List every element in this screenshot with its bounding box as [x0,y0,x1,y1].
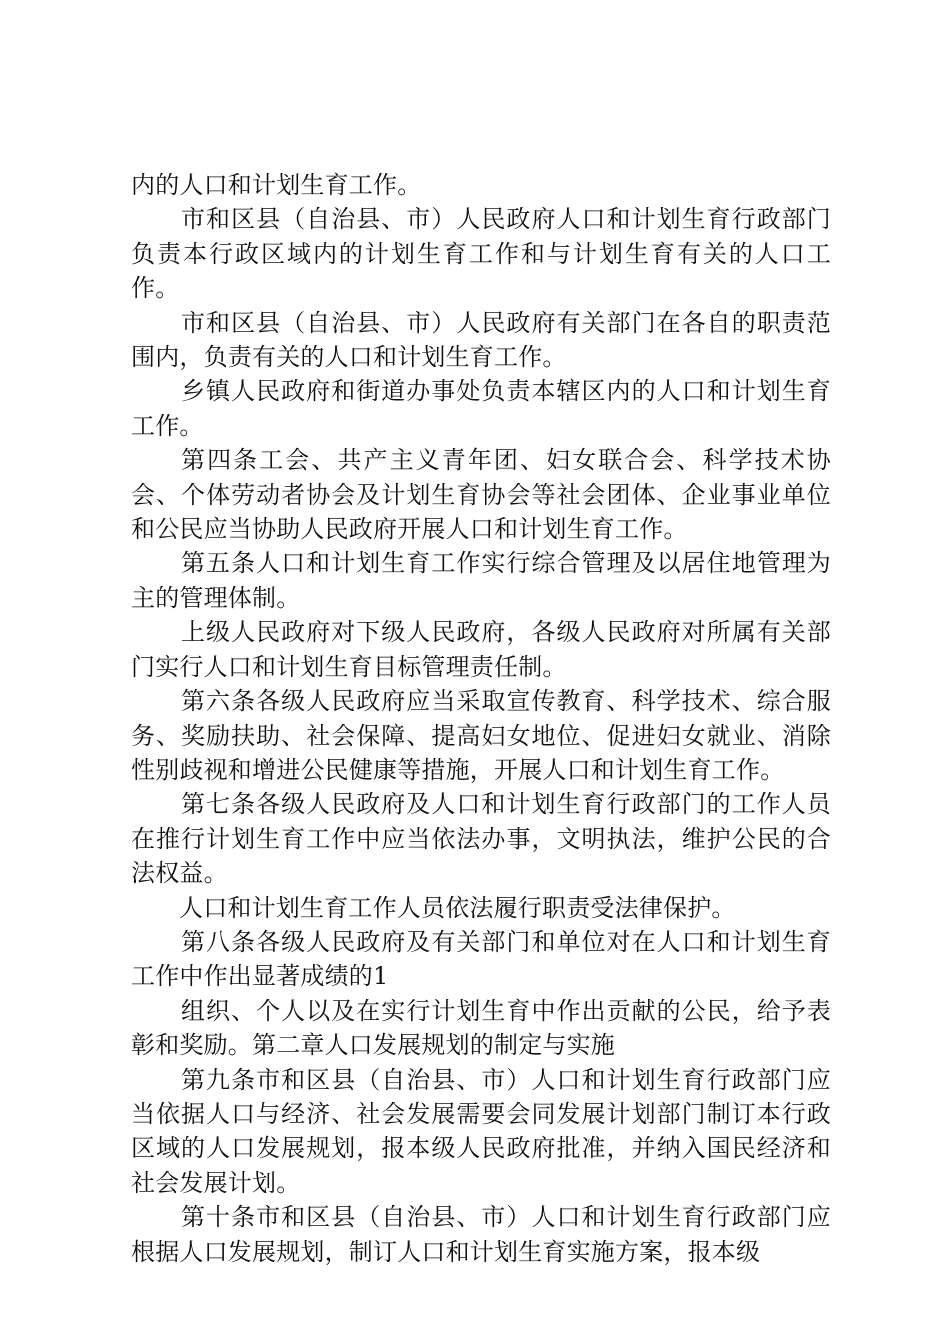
paragraph: 市和区县（自治县、市）人民政府有关部门在各自的职责范围内，负责有关的人口和计划生育工作。 [131,308,831,372]
paragraph: 内的人口和计划生育工作。 [131,171,422,199]
paragraph: 第六条各级人民政府应当采取宣传教育、科学技术、综合服务、奖励扶助、社会保障、提高妇女地位、促进妇女就业、消除性别歧视和增进公民健康等措施，开展人口和计划生育工作。 [131,687,831,784]
paragraph: 乡镇人民政府和街道办事处负责本辖区内的人口和计划生育工作。 [131,377,831,440]
paragraph: 市和区县（自治县、市）人民政府人口和计划生育行政部门负责本行政区域内的计划生育工作和与计划生育有关的人口工作。 [131,205,831,303]
paragraph: 第十条市和区县（自治县、市）人口和计划生育行政部门应根据人口发展规划，制订人口和计划生育实施方案，报本级 [131,1203,831,1266]
paragraph: 第八条各级人民政府及有关部门和单位对在人口和计划生育工作中作出显著成绩的1 [131,927,831,991]
paragraph: 第四条工会、共产主义青年团、妇女联合会、科学技术协会、个体劳动者协会及计划生育协会等社会团体、企业事业单位和公民应当协助人民政府开展人口和计划生育工作。 [131,446,831,544]
paragraph: 组织、个人以及在实行计划生育中作出贡献的公民，给予表彰和奖励。第二章人口发展规划的制定与实施 [131,996,831,1060]
paragraph: 第九条市和区县（自治县、市）人口和计划生育行政部门应当依据人口与经济、社会发展需要会同发展计划部门制订本行政区域的人口发展规划，报本级人民政府批准，并纳入国民经济和社会发展计划。 [131,1065,831,1197]
paragraph: 第五条人口和计划生育工作实行综合管理及以居住地管理为主的管理体制。 [131,549,831,612]
paragraph: 上级人民政府对下级人民政府，各级人民政府对所属有关部门实行人口和计划生育目标管理责任制。 [131,618,831,681]
paragraph: 人口和计划生育工作人员依法履行职责受法律保护。 [179,893,736,922]
document-body [131,168,831,1269]
paragraph: 第七条各级人民政府及人口和计划生育行政部门的工作人员在推行计划生育工作中应当依法办事，文明执法，维护公民的合法权益。 [131,790,831,888]
